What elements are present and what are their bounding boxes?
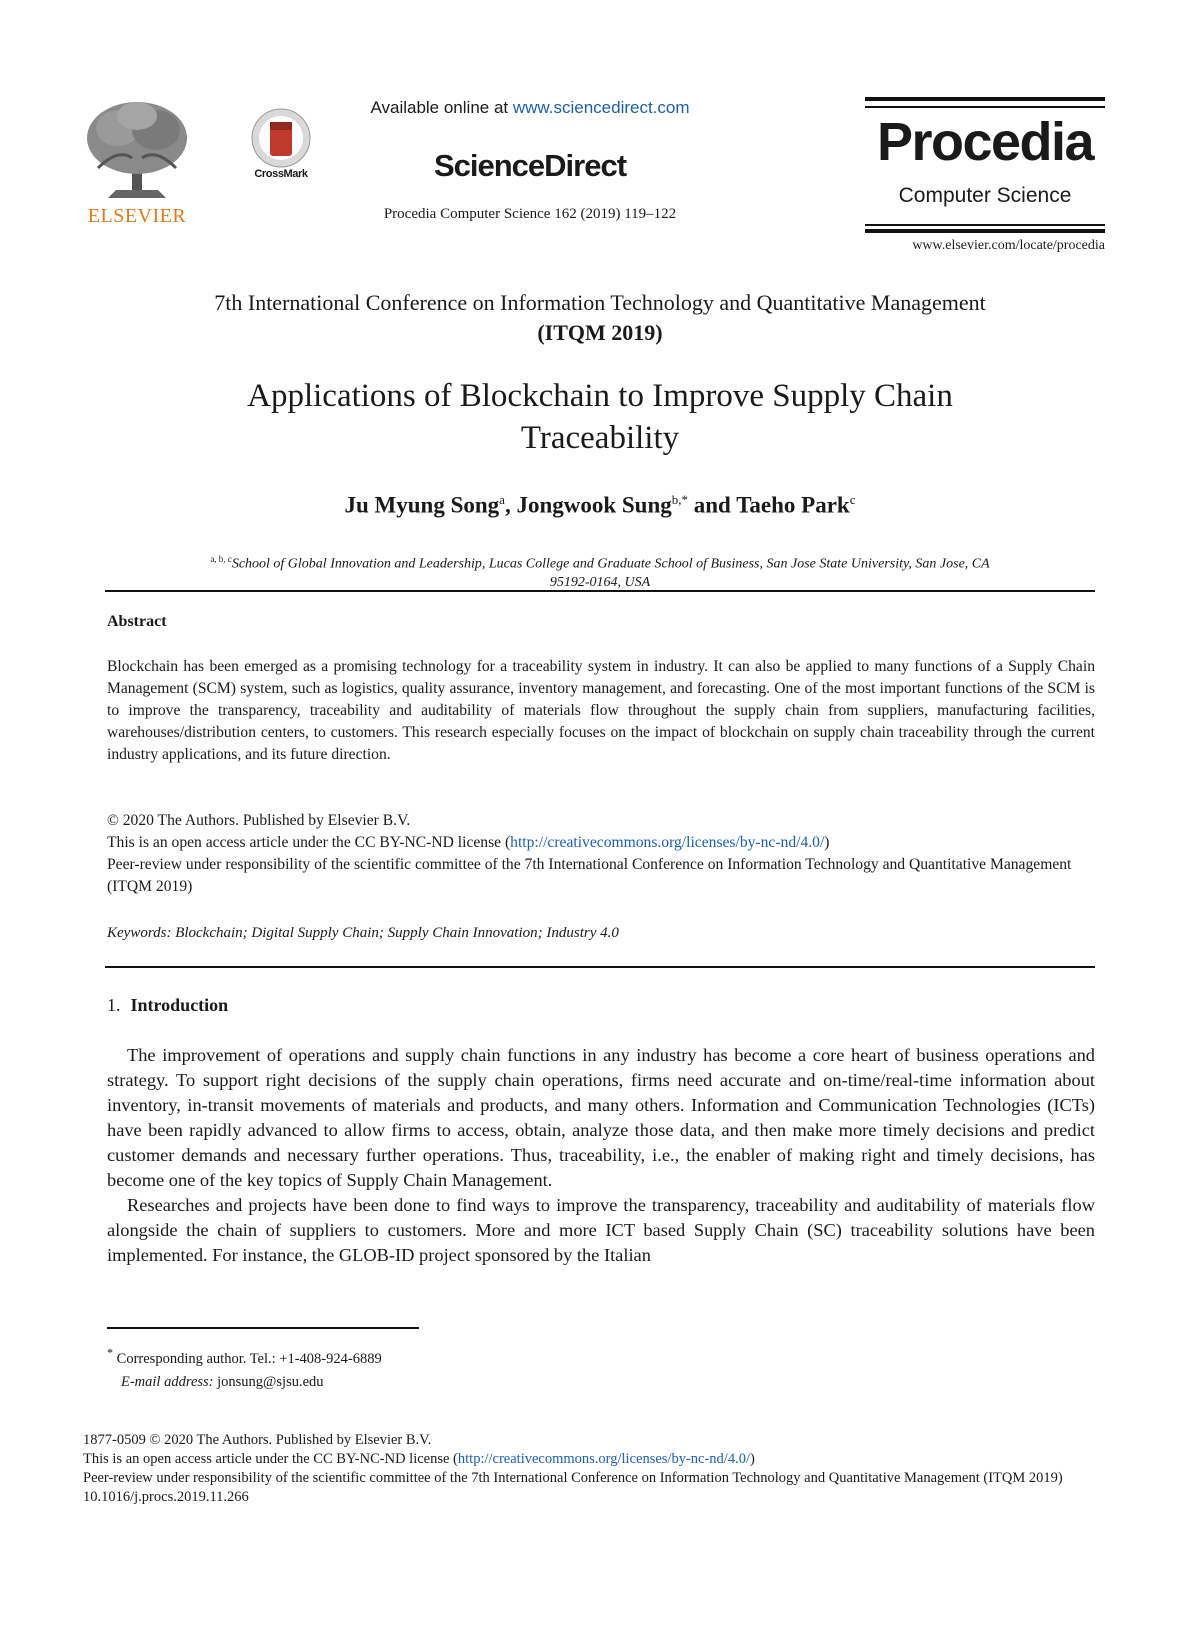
conference-abbr: (ITQM 2019) bbox=[537, 320, 663, 345]
corresponding-author: Corresponding author. Tel.: +1-408-924-6889 bbox=[116, 1350, 382, 1367]
procedia-rule bbox=[865, 224, 1105, 226]
author-name: Taeho Park bbox=[736, 492, 850, 518]
affiliation-mark: a, b, c bbox=[210, 554, 232, 564]
introduction-body bbox=[107, 1043, 1095, 1268]
author-separator: and bbox=[688, 492, 737, 518]
footer-license-prefix: This is an open access article under the CC BY-NC-ND license ( bbox=[83, 1451, 458, 1467]
footer-license-suffix: ) bbox=[749, 1451, 755, 1467]
author-name: Ju Myung Song bbox=[344, 492, 500, 518]
peer-review-line: Peer-review under responsibility of the scientific committee of the 7th International Conference on Information Technology and Quantitative Management (ITQM 2019) bbox=[107, 856, 1072, 895]
issn-line: 1877-0509 © 2020 The Authors. Published by Elsevier B.V. bbox=[83, 1432, 432, 1448]
paragraph: The improvement of operations and supply chain functions in any industry has become a core heart of business operations and strategy. To support right decisions of the supply chain operations, firms need accurate and on-time/real-time information about inventory, in-transit movements of materials and products, and many others. Information and Communication Technologies (ICTs) have been rapidly advanced to allow firms to access, obtain, analyze those data, and then make more timely decisions and predict customer demands and necessary further operations. Thus, traceability, i.e., the enabler of making right and timely decisions, has become one of the key topics of Supply Chain Management. bbox=[107, 1045, 1095, 1190]
abstract-heading: Abstract bbox=[107, 613, 167, 630]
footer-license-line bbox=[83, 1450, 1108, 1469]
journal-reference: Procedia Computer Science 162 (2019) 119–122 bbox=[383, 206, 677, 222]
doi[interactable]: 10.1016/j.procs.2019.11.266 bbox=[83, 1489, 249, 1505]
available-online bbox=[340, 98, 720, 118]
author-affiliation-mark: b,* bbox=[671, 492, 689, 507]
title-line-2: Traceability bbox=[520, 420, 680, 456]
abstract-text: Blockchain has been emerged as a promising technology for a traceability system in industry. It can also be applied to many functions of a Supply Chain Management (SCM) system, such as logistics, quality assurance, inventory management, and forecasting. One of the most important functions of the SCM is to improve the transparency, traceability and auditability of materials flow throughout the supply chain from suppliers, manufacturing facilities, warehouses/distribution centers, to customers. This research especially focuses on the impact of blockchain on supply chain traceability through the current industry applications, and its future direction. bbox=[107, 658, 1095, 763]
affiliation-line-1: School of Global Innovation and Leadership, Lucas College and Graduate School of Business, San Jose State University, San Jose, CA bbox=[231, 556, 990, 572]
license-line bbox=[107, 832, 1097, 854]
author-separator: , bbox=[504, 492, 517, 518]
procedia-rule bbox=[865, 106, 1105, 108]
footnote bbox=[107, 1342, 707, 1394]
section-divider bbox=[105, 590, 1095, 592]
author-name: Jongwook Sung bbox=[516, 492, 672, 518]
section-number: 1. bbox=[107, 995, 121, 1015]
procedia-rule bbox=[865, 97, 1105, 101]
conference-name: 7th International Conference on Information Technology and Quantitative Management bbox=[214, 290, 986, 315]
copyright-line: © 2020 The Authors. Published by Elsevier B.V. bbox=[107, 812, 411, 829]
paper-title bbox=[150, 375, 1050, 459]
procedia-logo-subtitle: Computer Science bbox=[898, 184, 1072, 207]
author-affiliation-mark: c bbox=[849, 492, 856, 507]
sciencedirect-wordmark: ScienceDirect bbox=[433, 148, 627, 183]
procedia-rule bbox=[865, 229, 1105, 233]
section-divider bbox=[105, 966, 1095, 968]
section-heading-introduction bbox=[107, 995, 228, 1016]
title-line-1: Applications of Blockchain to Improve Supply Chain bbox=[247, 378, 953, 414]
available-prefix: Available online at bbox=[370, 98, 513, 117]
author-list bbox=[100, 492, 1100, 519]
paragraph: Researches and projects have been done to find ways to improve the transparency, traceability and auditability of materials flow alongside the chain of suppliers to customers. More and more ICT based Supply Chain (SC) traceability solutions have been implemented. For instance, the GLOB-ID project sponsored by the Italian bbox=[107, 1195, 1095, 1265]
license-link[interactable]: http://creativecommons.org/licenses/by-nc-nd/4.0/ bbox=[510, 834, 825, 851]
footer-peer-review: Peer-review under responsibility of the scientific committee of the 7th International Conference on Information Technology and Quantitative Management (ITQM 2019) bbox=[83, 1470, 1063, 1486]
section-title: Introduction bbox=[130, 995, 229, 1015]
license-suffix: ) bbox=[824, 834, 830, 851]
keywords: Keywords: Blockchain; Digital Supply Chain; Supply Chain Innovation; Industry 4.0 bbox=[107, 925, 619, 941]
sciencedirect-link[interactable]: www.sciencedirect.com bbox=[512, 98, 690, 117]
footnote-marker: * bbox=[107, 1346, 114, 1360]
copyright-block bbox=[107, 810, 1097, 898]
page-footer bbox=[83, 1431, 1108, 1507]
footer-license-link[interactable]: http://creativecommons.org/licenses/by-nc-nd/4.0/ bbox=[457, 1451, 750, 1467]
procedia-logo-title: Procedia bbox=[876, 112, 1094, 172]
journal-url[interactable]: www.elsevier.com/locate/procedia bbox=[912, 238, 1105, 253]
elsevier-wordmark: ELSEVIER bbox=[87, 205, 187, 227]
footnote-rule bbox=[107, 1327, 419, 1329]
crossmark-label: CrossMark bbox=[254, 168, 308, 180]
affiliation-line-2: 95192-0164, USA bbox=[549, 574, 651, 590]
email-address[interactable]: jonsung@sjsu.edu bbox=[217, 1373, 324, 1390]
license-prefix: This is an open access article under the CC BY-NC-ND license ( bbox=[107, 834, 511, 851]
author-affiliation-mark: a bbox=[499, 492, 505, 507]
email-label: E-mail address: bbox=[121, 1373, 214, 1390]
affiliation bbox=[100, 550, 1100, 592]
